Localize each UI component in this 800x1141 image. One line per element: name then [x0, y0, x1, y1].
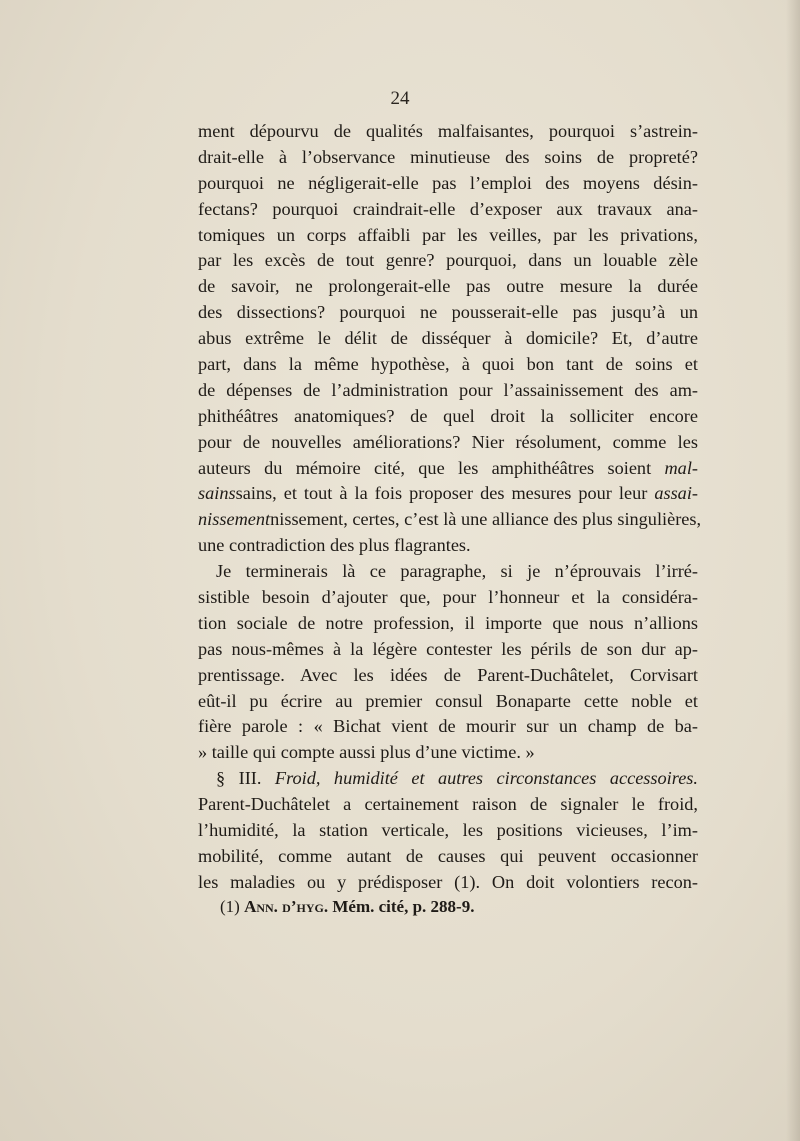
- section-title: Froid, humidité et autres circonstances accessoires.: [274, 768, 698, 789]
- footnote-marker: (1): [220, 897, 240, 916]
- text-line: des dissections? pourquoi ne pousserait-elle pas jusqu’à un: [198, 302, 698, 323]
- text-line: part, dans la même hypothèse, à quoi bon tant de soins et: [198, 354, 698, 375]
- italic-fragment: nissement: [198, 509, 271, 530]
- text-line: tomiques un corps affaibli par les veilles, par les privations,: [198, 224, 698, 245]
- text-line: Parent-Duchâtelet a certainement raison de signaler le froid,: [198, 794, 698, 815]
- text-line: drait-elle à l’observance minutieuse des soins de propreté?: [198, 146, 698, 167]
- text-line: pour de nouvelles améliorations? Nier résolument, comme les: [198, 431, 698, 452]
- text-line: ment dépourvu de qualités malfaisantes, pourquoi s’astrein-: [198, 121, 698, 141]
- section-heading: [198, 766, 698, 792]
- text-line: phithéâtres anatomiques? de quel droit la solliciter encore: [198, 405, 698, 426]
- text-line: mobilité, comme autant de causes qui peuvent occasionner: [198, 845, 698, 866]
- page-number: 24: [390, 88, 410, 109]
- italic-fragment: sains: [198, 483, 236, 504]
- text-line: de dépenses de l’administration pour l’assainissement des am-: [198, 379, 698, 400]
- text-line: l’humidité, la station verticale, les positions vicieuses, l’im-: [198, 820, 698, 841]
- text-line: sistible besoin d’ajouter que, pour l’honneur et la considéra-: [198, 587, 698, 608]
- text-line: fectans? pourquoi craindrait-elle d’exposer aux travaux ana-: [198, 198, 698, 219]
- text-fragment: sains, et tout à la fois proposer des mesures pour leur: [235, 483, 655, 504]
- text-fragment: auteurs du mémoire cité, que les amphithéâtres soient: [198, 457, 665, 478]
- section-number: § III.: [216, 768, 275, 789]
- text-line: les maladies ou y prédisposer (1). On doit volontiers recon-: [198, 871, 698, 892]
- footnote: [220, 897, 474, 917]
- text-line-with-italic: [198, 507, 702, 533]
- text-line-with-italic: [198, 456, 698, 482]
- text-line: fière parole : « Bichat vient de mourir sur un champ de ba-: [198, 716, 698, 737]
- body-text: [198, 119, 702, 896]
- text-line: pourquoi ne négligerait-elle pas l’emploi des moyens désin-: [198, 172, 698, 193]
- page-edge-shadow: [786, 0, 800, 1141]
- italic-fragment: assai-: [654, 483, 698, 504]
- text-line: tion sociale de notre profession, il importe que nous n’allions: [198, 612, 698, 633]
- text-fragment: nissement, certes, c’est là une alliance des plus singulières,: [270, 509, 702, 530]
- text-line: abus extrême le délit de disséquer à domicile? Et, d’autre: [198, 328, 698, 349]
- text-line: par les excès de tout genre? pourquoi, dans un louable zèle: [198, 250, 698, 271]
- text-line-with-italic: [198, 481, 698, 507]
- text-line: Je terminerais là ce paragraphe, si je n’éprouvais l’irré-: [216, 561, 698, 582]
- text-line: eût-il pu écrire au premier consul Bonaparte cette noble et: [198, 690, 698, 711]
- footnote-source: Ann. d’hyg.: [244, 897, 329, 916]
- text-line: de savoir, ne prolongerait-elle pas outre mesure la durée: [198, 276, 698, 297]
- text-line: pas nous-mêmes à la légère contester les périls de son dur ap-: [198, 638, 698, 659]
- text-line: une contradiction des plus flagrantes.: [198, 535, 471, 556]
- footnote-reference: Mém. cité, p. 288-9.: [332, 897, 475, 916]
- text-line: prentissage. Avec les idées de Parent-Duchâtelet, Corvisart: [198, 664, 698, 685]
- italic-fragment: mal-: [664, 457, 698, 478]
- text-line: » taille qui compte aussi plus d’une victime. »: [198, 742, 535, 763]
